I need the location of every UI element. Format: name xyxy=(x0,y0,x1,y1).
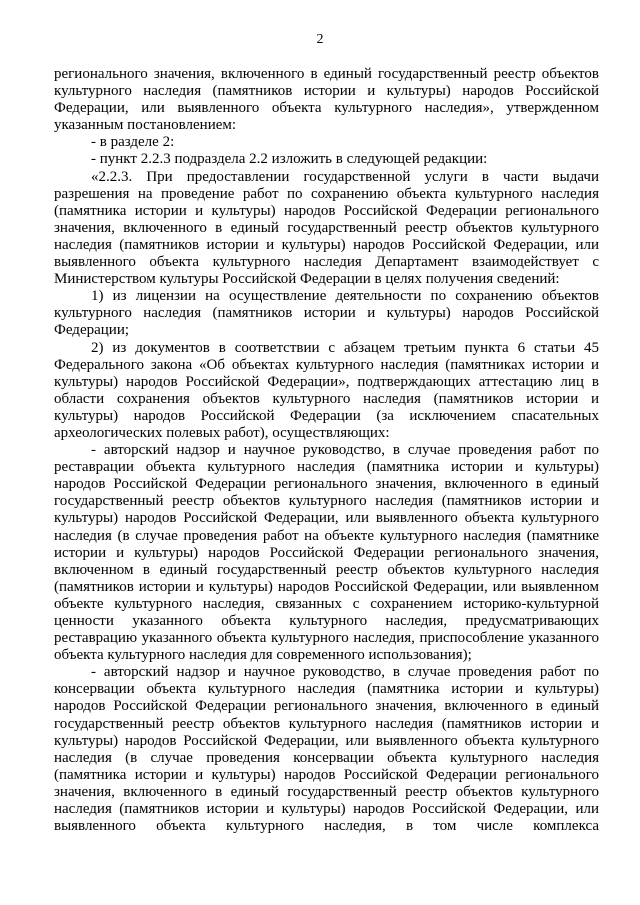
document-text xyxy=(54,66,599,835)
text-line: объекте культурного наследия, связанных с сохранением историко-культурной xyxy=(54,595,599,612)
text-line: наследия (в случае проведения работ на объекте культурного наследия (памятнике xyxy=(54,527,599,544)
text-line: консервации объекта культурного наследия (памятника истории и культуры) xyxy=(54,681,599,698)
text-line: - авторский надзор и научное руководство, в случае проведения работ по xyxy=(91,442,599,459)
text-line: государственный реестр объектов культурного наследия (памятников истории и xyxy=(54,715,599,732)
text-line: государственный реестр объектов культурного наследия (памятников истории и xyxy=(54,493,599,510)
document-body xyxy=(54,66,599,835)
text-line: разрешения на проведение работ по сохранению объекта культурного наследия xyxy=(54,185,599,202)
text-line: наследия (памятников истории и культуры) народов Российской Федерации, или xyxy=(54,801,599,818)
text-line: области сохранения объектов культурного наследия (памятников истории и xyxy=(54,390,599,407)
text-line: культурного наследия (памятников истории и культуры) народов Российской xyxy=(54,83,599,100)
text-line: культуры) народов Российской Федерации, или выявленного объекта культурного xyxy=(54,510,599,527)
text-line: выявленного объекта культурного наследия, в том числе комплекса xyxy=(54,818,599,835)
text-line: истории и культуры) народов Российской Федерации регионального значения, xyxy=(54,544,599,561)
text-line: значения, включенного в единый государственный реестр объектов культурного xyxy=(54,219,599,236)
text-line: выявленного объекта культурного наследия Департамент взаимодействует с xyxy=(54,254,599,271)
text-line: значения, включенного в единый государственный реестр объектов культурного xyxy=(54,783,599,800)
text-line: - авторский надзор и научное руководство, в случае проведения работ по xyxy=(91,664,599,681)
text-line: Федерации, или выявленного объекта культурного наследия», утвержденном xyxy=(54,100,599,117)
text-line: (памятника истории и культуры) народов Российской Федерации регионального xyxy=(54,766,599,783)
text-line: - пункт 2.2.3 подраздела 2.2 изложить в следующей редакции: xyxy=(91,151,488,168)
text-line: наследия (памятников истории и культуры) народов Российской Федерации, или xyxy=(54,236,599,253)
text-line: - в разделе 2: xyxy=(91,134,175,151)
text-line: (памятников истории и культуры) народов Российской Федерации, или выявленном xyxy=(54,578,599,595)
page-number: 2 xyxy=(316,32,324,47)
text-line: археологических полевых работ), осуществляющих: xyxy=(54,424,390,441)
text-line: наследия (в случае проведения консервации объекта культурного наследия xyxy=(54,749,599,766)
text-line: ценности указанного объекта культурного наследия, предусматривающих xyxy=(54,613,599,629)
text-line: народов Российской Федерации регионального значения, включенного в единый xyxy=(54,698,599,715)
text-line: объекта культурного наследия для современного использования); xyxy=(54,647,472,664)
text-line: культуры) народов Российской Федерации (за исключением спасательных xyxy=(54,407,599,424)
text-line: 2) из документов в соответствии с абзацем третьим пункта 6 статьи 45 xyxy=(91,339,599,356)
text-line: культуры) народов Российской Федерации, или выявленного объекта культурного xyxy=(54,732,599,749)
text-line: культуры) народов Российской Федерации», подтверждающих аттестацию лиц в xyxy=(54,373,599,390)
text-line: реставрацию указанного объекта культурного наследия, приспособление указанного xyxy=(54,630,599,647)
text-line: «2.2.3. При предоставлении государственной услуги в части выдачи xyxy=(91,168,599,185)
text-line: реставрации объекта культурного наследия (памятника истории и культуры) xyxy=(54,459,599,476)
text-line: 1) из лицензии на осуществление деятельности по сохранению объектов xyxy=(91,288,599,305)
text-line: Федерального закона «Об объектах культурного наследия (памятниках истории и xyxy=(54,356,599,373)
text-line: Министерством культуры Российской Федерации в целях получения сведений: xyxy=(54,271,560,288)
text-line: регионального значения, включенного в единый государственный реестр объектов xyxy=(54,66,599,82)
text-line: указанным постановлением: xyxy=(54,117,237,134)
text-line: (памятника истории и культуры) народов Российской Федерации регионального xyxy=(54,202,599,219)
text-line: включенном в единый государственный реестр объектов культурного наследия xyxy=(54,561,599,578)
text-line: народов Российской Федерации регионального значения, включенного в единый xyxy=(54,476,599,493)
text-line: культурного наследия (памятников истории и культуры) народов Российской xyxy=(54,305,599,322)
text-line: Федерации; xyxy=(54,322,130,339)
